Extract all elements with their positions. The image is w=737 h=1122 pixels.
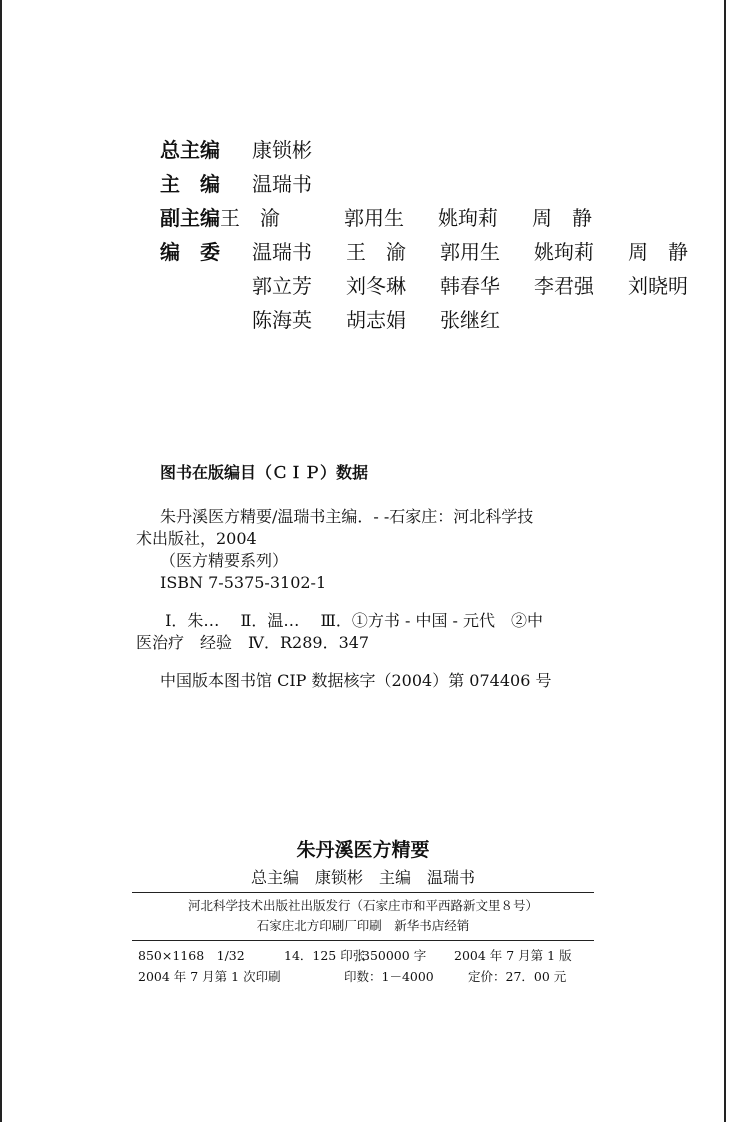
cip-record xyxy=(136,462,630,692)
spec-word-count: 350000 字 xyxy=(362,948,427,963)
committee-member-name: 张继红 xyxy=(440,308,500,332)
committee-member-name: 陈海英 xyxy=(252,308,312,332)
editor-role: 主 编 xyxy=(160,172,220,196)
cip-subjects: 医治疗 经验 Ⅳ．R289．347 xyxy=(136,633,370,652)
colophon xyxy=(132,836,594,987)
spec-price: 定价：27．00 元 xyxy=(468,969,567,984)
cip-series: （医方精要系列） xyxy=(160,551,289,570)
colophon-specs xyxy=(132,941,594,987)
cip-number: 中国版本图书馆 CIP 数据核字（2004）第 074406 号 xyxy=(160,671,552,690)
spec-printing: 2004 年 7 月第 1 次印刷 xyxy=(138,969,281,984)
publisher-line: 河北科学技术出版社出版发行（石家庄市和平西路新文里８号） xyxy=(187,898,538,913)
printer-line: 石家庄北方印刷厂印刷 新华书店经销 xyxy=(256,918,470,933)
committee-member-name: 周 静 xyxy=(628,240,688,264)
committee-member-name: 李君强 xyxy=(534,274,594,298)
spec-print-run: 印数：1－4000 xyxy=(344,969,434,984)
cip-subjects: Ⅰ．朱… Ⅱ．温… Ⅲ．①方书 - 中国 - 元代 ②中 xyxy=(160,611,544,630)
committee-member-name: 郭立芳 xyxy=(252,274,312,298)
committee-role: 编 委 xyxy=(160,240,220,264)
chief-editor-role: 总主编 xyxy=(160,138,220,162)
deputy-editor-name: 王 渝 xyxy=(220,206,280,230)
cip-heading: 图书在版编目（ＣＩＰ）数据 xyxy=(160,463,369,482)
spec-format: 850×1168 1/32 xyxy=(138,948,245,963)
colophon-publisher-block xyxy=(132,893,594,940)
page-edge-left xyxy=(0,0,2,1122)
committee-member-name: 刘冬琳 xyxy=(346,274,406,298)
spec-sheets: 14．125 印张 xyxy=(284,948,366,963)
committee-member-name: 刘晓明 xyxy=(628,274,688,298)
editor-name: 温瑞书 xyxy=(252,172,312,196)
page-edge-right xyxy=(724,0,726,1122)
committee-member-name: 温瑞书 xyxy=(252,240,312,264)
cip-book-line: 术出版社，2004 xyxy=(136,529,257,548)
committee-member-name: 郭用生 xyxy=(440,240,500,264)
committee-member-name: 韩春华 xyxy=(440,274,500,298)
deputy-editor-name: 郭用生 xyxy=(344,206,404,230)
committee-member-name: 王 渝 xyxy=(346,240,406,264)
colophon-editors: 总主编 康锁彬 主编 温瑞书 xyxy=(250,868,475,887)
spec-edition: 2004 年 7 月第 1 版 xyxy=(454,948,572,963)
committee-member-name: 姚珣莉 xyxy=(534,240,594,264)
deputy-editor-name: 周 静 xyxy=(532,206,592,230)
cip-book-line: 朱丹溪医方精要/温瑞书主编．- -石家庄：河北科学技 xyxy=(160,507,534,526)
colophon-title: 朱丹溪医方精要 xyxy=(296,839,430,861)
committee-member-name: 胡志娟 xyxy=(346,308,406,332)
deputy-editors-role: 副主编 xyxy=(160,206,220,230)
deputy-editor-name: 姚珣莉 xyxy=(438,206,498,230)
cip-isbn: ISBN 7-5375-3102-1 xyxy=(160,573,327,592)
chief-editor-name: 康锁彬 xyxy=(252,138,312,162)
